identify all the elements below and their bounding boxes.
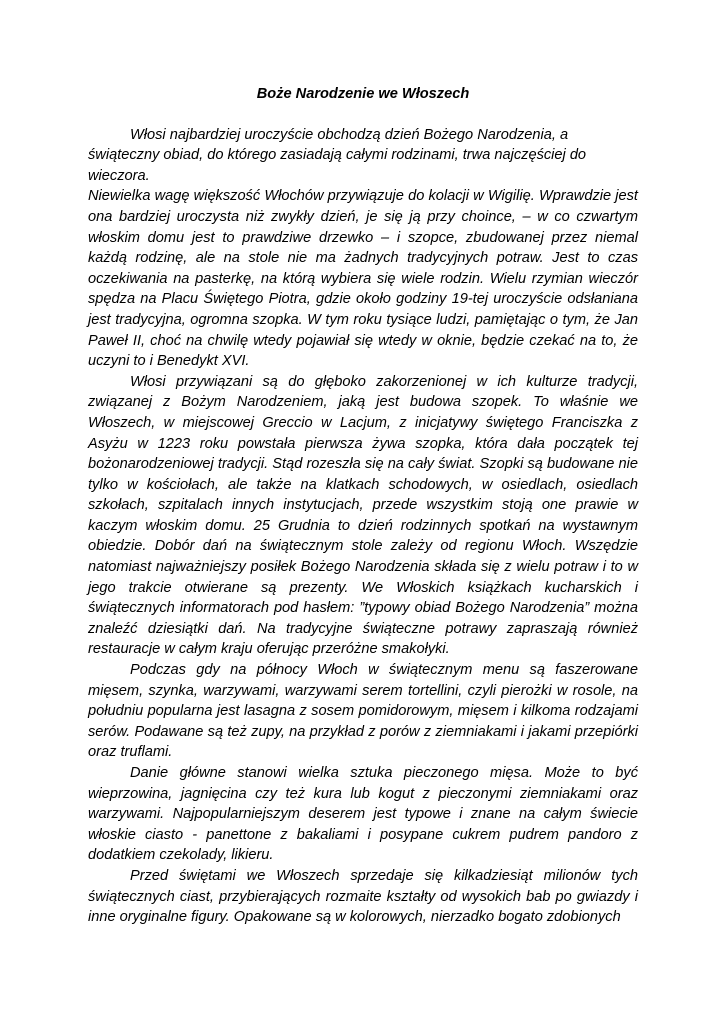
- paragraph-6: Przed świętami we Włoszech sprzedaje się kilkadziesiąt milionów tych świątecznych ciast, przybierających rozmaite kształty od wysokich bab po gwiazdy i inne oryginalne figury. Opakowane są w kolorowych, nierzadko bogato zdobionych: [88, 867, 638, 926]
- paragraph-4: Podczas gdy na północy Włoch w świątecznym menu są faszerowane mięsem, szynka, warzywami, warzywami serem tortellini, czyli pierożki w rosole, na południu popularna jest lasagna z sosem pomidorowym, mięsem i kilkoma rodzajami serów. Podawane są też zupy, na przykład z porów z ziemniakami i jakami przepiórki oraz truflami.: [88, 662, 638, 761]
- paragraph-5: Danie główne stanowi wielka sztuka pieczonego mięsa. Może to być wieprzowina, jagnięcina czy też kura lub kogut z pieczonymi ziemniakami oraz warzywami. Najpopularniejszym deserem jest typowe i znane na całym świecie włoskie ciasto - panettone z bakaliami i posypane cukrem pudrem pandoro z dodatkiem czekolady, likieru.: [88, 765, 638, 864]
- document-title: Boże Narodzenie we Włoszech: [256, 86, 470, 102]
- paragraph-2: Niewielka wagę większość Włochów przywiązuje do kolacji w Wigilię. Wprawdzie jest ona bardziej uroczysta niż zwykły dzień, je się ją przy choince, – w co czwartym włoskim domu jest to prawdziwe drzewko – i szopce, zbudowanej przez niemal każdą rodzinę, ale na stole nie ma żadnych tradycyjnych potraw. Jest to czas oczekiwania na pasterkę, na którą wybiera się wiele rodzin. Wielu rzymian wieczór spędza na Placu Świętego Piotra, gdzie około godziny 19-tej uroczyście odsłaniana jest tradycyjna, ogromna szopka. W tym roku tysiące ludzi, pamiętając o tym, że Jan Paweł II, choć na chwilę wtedy pojawiał się wtedy w oknie, będzie czekać na to, że uczyni to i Benedykt XVI.: [88, 188, 638, 370]
- document-page: [88, 84, 638, 928]
- paragraph-1: Włosi najbardziej uroczyście obchodzą dzień Bożego Narodzenia, a świąteczny obiad, do którego zasiadają całymi rodzinami, trwa najczęściej do wieczora.: [88, 126, 587, 184]
- paragraph-3: Włosi przywiązani są do głęboko zakorzenionej w ich kulturze tradycji, związanej z Bożym Narodzeniem, jaką jest budowa szopek. To właśnie we Włoszech, w miejscowej Greccio w Lacjum, z inicjatywy świętego Franciszka z Asyżu w 1223 roku powstała pierwsza żywa szopka, która dała początek tej bożonarodzeniowej tradycji. Stąd rozeszła się na cały świat. Szopki są budowane nie tylko w kościołach, ale także na klatkach schodowych, w osiedlach, osiedlach szkołach, szpitalach innych instytucjach, przede wszystkim stoją one prawie w kaczym włoskim domu. 25 Grudnia to dzień rodzinnych spotkań na wystawnym obiedzie. Dobór dań na świątecznym stole zależy od regionu Włoch. Wszędzie natomiast najważniejszy posiłek Bożego Narodzenia składa się z wielu potraw i to w jego trakcie otwierane są prezenty. We Włoskich książkach kucharskich i świątecznych informatorach pod hasłem: ”typowy obiad Bożego Narodzenia” można znaleźć dziesiątki dań. Na tradycyjne świąteczne potrawy zapraszają również restauracje w całym kraju oferując przeróżne smakołyki.: [88, 373, 638, 658]
